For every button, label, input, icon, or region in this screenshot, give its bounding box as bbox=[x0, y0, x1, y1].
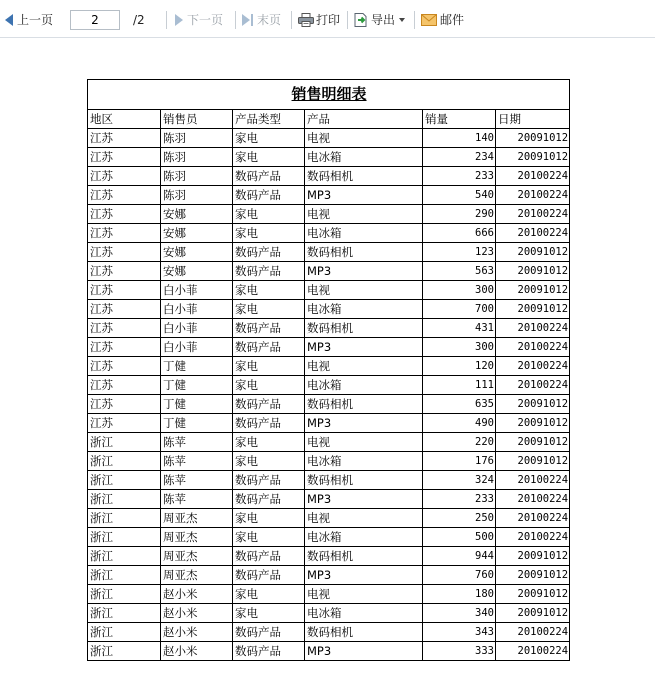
cell-product: 电冰箱 bbox=[305, 452, 423, 471]
cell-salesperson: 安娜 bbox=[161, 224, 233, 243]
cell-salesperson: 周亚杰 bbox=[161, 547, 233, 566]
cell-salesperson: 白小菲 bbox=[161, 338, 233, 357]
cell-product-type: 家电 bbox=[233, 129, 305, 148]
cell-quantity: 300 bbox=[423, 281, 496, 300]
cell-salesperson: 安娜 bbox=[161, 262, 233, 281]
toolbar-divider bbox=[414, 11, 415, 29]
cell-quantity: 333 bbox=[423, 642, 496, 661]
cell-region: 江苏 bbox=[88, 281, 161, 300]
cell-quantity: 431 bbox=[423, 319, 496, 338]
prev-page-label: 上一页 bbox=[17, 13, 54, 27]
print-button[interactable] bbox=[298, 11, 340, 29]
cell-product-type: 家电 bbox=[233, 300, 305, 319]
cell-date: 20091012 bbox=[496, 604, 570, 623]
cell-product: 数码相机 bbox=[305, 395, 423, 414]
page-number-input[interactable] bbox=[70, 10, 120, 30]
cell-product: 电冰箱 bbox=[305, 528, 423, 547]
table-header-row bbox=[88, 110, 570, 129]
column-header: 产品类型 bbox=[233, 110, 305, 129]
cell-date: 20091012 bbox=[496, 566, 570, 585]
cell-date: 20100224 bbox=[496, 357, 570, 376]
next-page-button[interactable] bbox=[175, 11, 223, 29]
cell-date: 20100224 bbox=[496, 338, 570, 357]
cell-quantity: 490 bbox=[423, 414, 496, 433]
cell-salesperson: 丁健 bbox=[161, 395, 233, 414]
cell-product-type: 数码产品 bbox=[233, 471, 305, 490]
cell-quantity: 343 bbox=[423, 623, 496, 642]
column-header: 销售员 bbox=[161, 110, 233, 129]
last-page-label: 末页 bbox=[257, 13, 282, 27]
cell-product-type: 家电 bbox=[233, 509, 305, 528]
cell-product: MP3 bbox=[305, 490, 423, 509]
cell-product: 电视 bbox=[305, 585, 423, 604]
cell-quantity: 300 bbox=[423, 338, 496, 357]
table-row bbox=[88, 471, 570, 490]
cell-date: 20100224 bbox=[496, 509, 570, 528]
cell-product-type: 数码产品 bbox=[233, 395, 305, 414]
cell-region: 浙江 bbox=[88, 623, 161, 642]
cell-quantity: 250 bbox=[423, 509, 496, 528]
table-row bbox=[88, 585, 570, 604]
cell-date: 20091012 bbox=[496, 148, 570, 167]
cell-product: MP3 bbox=[305, 642, 423, 661]
table-row bbox=[88, 300, 570, 319]
cell-product: 电冰箱 bbox=[305, 224, 423, 243]
last-page-button[interactable] bbox=[242, 11, 281, 29]
table-row bbox=[88, 224, 570, 243]
cell-region: 浙江 bbox=[88, 547, 161, 566]
report-title: 销售明细表 bbox=[88, 80, 570, 110]
table-row bbox=[88, 167, 570, 186]
cell-salesperson: 安娜 bbox=[161, 243, 233, 262]
next-page-label: 下一页 bbox=[187, 13, 224, 27]
cell-region: 江苏 bbox=[88, 376, 161, 395]
print-label: 打印 bbox=[316, 13, 341, 27]
cell-quantity: 666 bbox=[423, 224, 496, 243]
cell-date: 20091012 bbox=[496, 129, 570, 148]
cell-product-type: 家电 bbox=[233, 281, 305, 300]
toolbar-divider bbox=[291, 11, 292, 29]
cell-region: 江苏 bbox=[88, 205, 161, 224]
cell-date: 20091012 bbox=[496, 433, 570, 452]
export-label: 导出 bbox=[371, 13, 396, 27]
prev-page-button[interactable] bbox=[5, 11, 53, 29]
cell-region: 江苏 bbox=[88, 224, 161, 243]
table-row bbox=[88, 357, 570, 376]
mail-label: 邮件 bbox=[440, 13, 465, 27]
cell-product: 电冰箱 bbox=[305, 376, 423, 395]
cell-salesperson: 白小菲 bbox=[161, 281, 233, 300]
cell-product: MP3 bbox=[305, 262, 423, 281]
cell-quantity: 563 bbox=[423, 262, 496, 281]
table-row bbox=[88, 281, 570, 300]
cell-salesperson: 丁健 bbox=[161, 357, 233, 376]
cell-quantity: 944 bbox=[423, 547, 496, 566]
cell-product-type: 数码产品 bbox=[233, 338, 305, 357]
total-pages: /2 bbox=[133, 13, 145, 27]
table-row bbox=[88, 148, 570, 167]
cell-region: 江苏 bbox=[88, 395, 161, 414]
cell-date: 20100224 bbox=[496, 642, 570, 661]
cell-product: 电视 bbox=[305, 509, 423, 528]
cell-product-type: 数码产品 bbox=[233, 547, 305, 566]
cell-date: 20091012 bbox=[496, 300, 570, 319]
cell-region: 浙江 bbox=[88, 490, 161, 509]
mail-button[interactable] bbox=[421, 11, 464, 29]
cell-region: 江苏 bbox=[88, 319, 161, 338]
cell-salesperson: 丁健 bbox=[161, 414, 233, 433]
cell-product: MP3 bbox=[305, 414, 423, 433]
table-row bbox=[88, 338, 570, 357]
cell-date: 20100224 bbox=[496, 224, 570, 243]
cell-product: 数码相机 bbox=[305, 623, 423, 642]
table-row bbox=[88, 452, 570, 471]
cell-quantity: 700 bbox=[423, 300, 496, 319]
table-row bbox=[88, 528, 570, 547]
cell-quantity: 120 bbox=[423, 357, 496, 376]
cell-region: 浙江 bbox=[88, 509, 161, 528]
cell-salesperson: 丁健 bbox=[161, 376, 233, 395]
cell-date: 20100224 bbox=[496, 186, 570, 205]
cell-product-type: 家电 bbox=[233, 585, 305, 604]
cell-quantity: 290 bbox=[423, 205, 496, 224]
cell-region: 江苏 bbox=[88, 357, 161, 376]
table-row bbox=[88, 490, 570, 509]
cell-product: MP3 bbox=[305, 186, 423, 205]
cell-product: 电冰箱 bbox=[305, 300, 423, 319]
cell-date: 20091012 bbox=[496, 585, 570, 604]
table-row bbox=[88, 642, 570, 661]
envelope-icon bbox=[421, 14, 437, 26]
cell-date: 20091012 bbox=[496, 395, 570, 414]
cell-product: 数码相机 bbox=[305, 471, 423, 490]
cell-quantity: 220 bbox=[423, 433, 496, 452]
cell-quantity: 324 bbox=[423, 471, 496, 490]
cell-date: 20091012 bbox=[496, 547, 570, 566]
cell-date: 20100224 bbox=[496, 205, 570, 224]
column-header: 销量 bbox=[423, 110, 496, 129]
table-row bbox=[88, 262, 570, 281]
cell-region: 江苏 bbox=[88, 186, 161, 205]
cell-region: 江苏 bbox=[88, 129, 161, 148]
cell-salesperson: 周亚杰 bbox=[161, 509, 233, 528]
cell-date: 20091012 bbox=[496, 452, 570, 471]
cell-salesperson: 安娜 bbox=[161, 205, 233, 224]
cell-region: 浙江 bbox=[88, 585, 161, 604]
cell-region: 江苏 bbox=[88, 414, 161, 433]
cell-date: 20091012 bbox=[496, 414, 570, 433]
cell-salesperson: 陈苹 bbox=[161, 452, 233, 471]
cell-quantity: 123 bbox=[423, 243, 496, 262]
cell-region: 浙江 bbox=[88, 528, 161, 547]
export-icon bbox=[353, 12, 369, 28]
cell-product-type: 数码产品 bbox=[233, 642, 305, 661]
cell-quantity: 180 bbox=[423, 585, 496, 604]
printer-icon bbox=[298, 13, 314, 27]
cell-salesperson: 赵小米 bbox=[161, 585, 233, 604]
cell-product-type: 数码产品 bbox=[233, 167, 305, 186]
cell-salesperson: 陈羽 bbox=[161, 148, 233, 167]
table-row bbox=[88, 623, 570, 642]
cell-quantity: 176 bbox=[423, 452, 496, 471]
cell-quantity: 234 bbox=[423, 148, 496, 167]
cell-product-type: 数码产品 bbox=[233, 262, 305, 281]
cell-product-type: 家电 bbox=[233, 452, 305, 471]
cell-salesperson: 陈苹 bbox=[161, 490, 233, 509]
cell-product: 电视 bbox=[305, 357, 423, 376]
toolbar-divider bbox=[235, 11, 236, 29]
sales-detail-table bbox=[87, 79, 570, 661]
cell-salesperson: 陈苹 bbox=[161, 471, 233, 490]
table-title-row bbox=[88, 80, 570, 110]
export-dropdown-button[interactable] bbox=[353, 11, 405, 29]
table-row bbox=[88, 395, 570, 414]
cell-product-type: 家电 bbox=[233, 604, 305, 623]
chevron-down-icon bbox=[399, 18, 405, 22]
cell-salesperson: 陈苹 bbox=[161, 433, 233, 452]
toolbar-divider bbox=[166, 11, 167, 29]
table-row bbox=[88, 547, 570, 566]
table-row bbox=[88, 205, 570, 224]
cell-quantity: 500 bbox=[423, 528, 496, 547]
cell-region: 浙江 bbox=[88, 566, 161, 585]
cell-date: 20091012 bbox=[496, 281, 570, 300]
cell-product: 数码相机 bbox=[305, 319, 423, 338]
cell-quantity: 233 bbox=[423, 167, 496, 186]
cell-quantity: 540 bbox=[423, 186, 496, 205]
cell-product-type: 数码产品 bbox=[233, 243, 305, 262]
cell-product-type: 家电 bbox=[233, 357, 305, 376]
cell-region: 浙江 bbox=[88, 452, 161, 471]
triangle-left-icon bbox=[5, 14, 13, 26]
cell-quantity: 111 bbox=[423, 376, 496, 395]
cell-product: 电视 bbox=[305, 433, 423, 452]
cell-salesperson: 白小菲 bbox=[161, 319, 233, 338]
cell-product: 数码相机 bbox=[305, 547, 423, 566]
cell-salesperson: 陈羽 bbox=[161, 129, 233, 148]
table-row bbox=[88, 129, 570, 148]
cell-region: 江苏 bbox=[88, 148, 161, 167]
report-toolbar bbox=[0, 0, 655, 38]
skip-to-end-icon bbox=[242, 14, 257, 26]
cell-salesperson: 赵小米 bbox=[161, 642, 233, 661]
cell-salesperson: 陈羽 bbox=[161, 186, 233, 205]
cell-product-type: 数码产品 bbox=[233, 490, 305, 509]
cell-region: 江苏 bbox=[88, 262, 161, 281]
cell-product: 电视 bbox=[305, 281, 423, 300]
cell-product: 电视 bbox=[305, 205, 423, 224]
triangle-right-icon bbox=[175, 14, 183, 26]
cell-region: 浙江 bbox=[88, 471, 161, 490]
column-header: 地区 bbox=[88, 110, 161, 129]
table-row bbox=[88, 566, 570, 585]
cell-quantity: 340 bbox=[423, 604, 496, 623]
cell-region: 浙江 bbox=[88, 433, 161, 452]
table-row bbox=[88, 243, 570, 262]
cell-date: 20100224 bbox=[496, 623, 570, 642]
cell-product: 电冰箱 bbox=[305, 148, 423, 167]
cell-quantity: 140 bbox=[423, 129, 496, 148]
cell-salesperson: 赵小米 bbox=[161, 604, 233, 623]
cell-product-type: 家电 bbox=[233, 224, 305, 243]
cell-product-type: 数码产品 bbox=[233, 623, 305, 642]
cell-product-type: 数码产品 bbox=[233, 566, 305, 585]
cell-date: 20100224 bbox=[496, 167, 570, 186]
cell-date: 20100224 bbox=[496, 376, 570, 395]
cell-region: 江苏 bbox=[88, 167, 161, 186]
cell-quantity: 635 bbox=[423, 395, 496, 414]
cell-region: 江苏 bbox=[88, 338, 161, 357]
cell-quantity: 233 bbox=[423, 490, 496, 509]
cell-product: 数码相机 bbox=[305, 167, 423, 186]
cell-date: 20100224 bbox=[496, 471, 570, 490]
cell-product-type: 数码产品 bbox=[233, 186, 305, 205]
cell-salesperson: 赵小米 bbox=[161, 623, 233, 642]
cell-product: 数码相机 bbox=[305, 243, 423, 262]
table-row bbox=[88, 414, 570, 433]
table-row bbox=[88, 509, 570, 528]
cell-date: 20100224 bbox=[496, 319, 570, 338]
cell-salesperson: 陈羽 bbox=[161, 167, 233, 186]
cell-quantity: 760 bbox=[423, 566, 496, 585]
table-row bbox=[88, 186, 570, 205]
cell-region: 江苏 bbox=[88, 300, 161, 319]
toolbar-divider bbox=[347, 11, 348, 29]
table-row bbox=[88, 604, 570, 623]
table-row bbox=[88, 433, 570, 452]
cell-product: MP3 bbox=[305, 338, 423, 357]
cell-product-type: 家电 bbox=[233, 528, 305, 547]
cell-salesperson: 周亚杰 bbox=[161, 566, 233, 585]
cell-product-type: 数码产品 bbox=[233, 414, 305, 433]
cell-salesperson: 白小菲 bbox=[161, 300, 233, 319]
cell-product-type: 数码产品 bbox=[233, 319, 305, 338]
cell-date: 20100224 bbox=[496, 528, 570, 547]
table-row bbox=[88, 376, 570, 395]
cell-salesperson: 周亚杰 bbox=[161, 528, 233, 547]
cell-product: MP3 bbox=[305, 566, 423, 585]
column-header: 日期 bbox=[496, 110, 570, 129]
cell-product-type: 家电 bbox=[233, 433, 305, 452]
cell-product-type: 家电 bbox=[233, 205, 305, 224]
cell-region: 浙江 bbox=[88, 604, 161, 623]
cell-region: 浙江 bbox=[88, 642, 161, 661]
cell-product: 电冰箱 bbox=[305, 604, 423, 623]
table-row bbox=[88, 319, 570, 338]
cell-date: 20091012 bbox=[496, 262, 570, 281]
cell-product: 电视 bbox=[305, 129, 423, 148]
cell-region: 江苏 bbox=[88, 243, 161, 262]
table-body bbox=[88, 129, 570, 661]
cell-date: 20091012 bbox=[496, 243, 570, 262]
column-header: 产品 bbox=[305, 110, 423, 129]
cell-product-type: 家电 bbox=[233, 148, 305, 167]
cell-date: 20100224 bbox=[496, 490, 570, 509]
cell-product-type: 家电 bbox=[233, 376, 305, 395]
